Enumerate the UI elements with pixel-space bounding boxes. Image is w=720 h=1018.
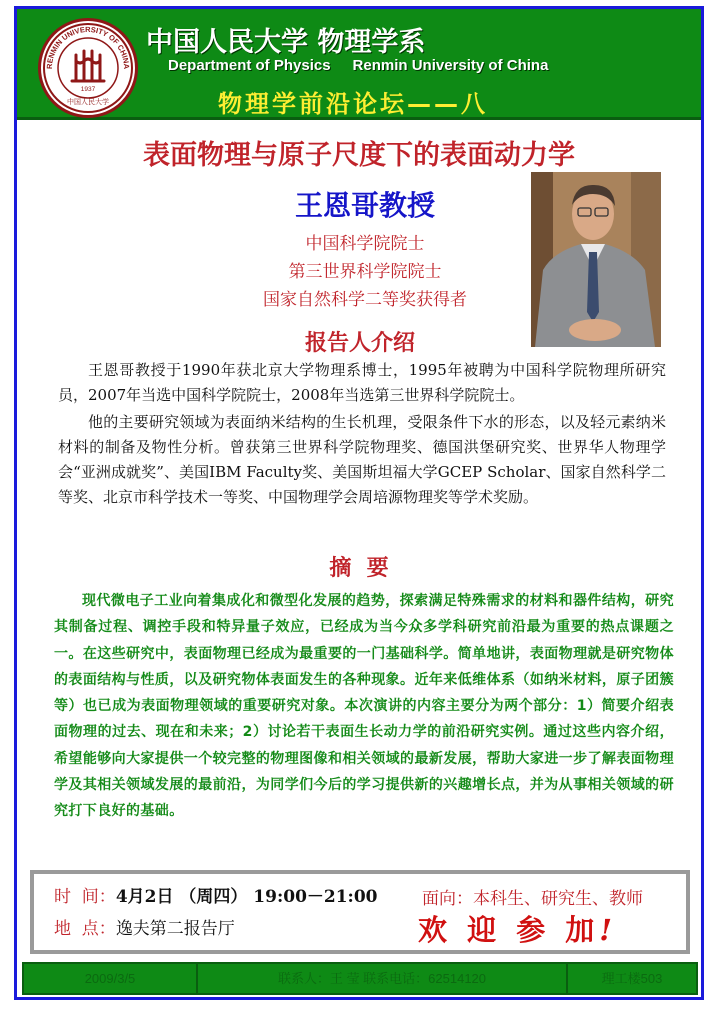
speaker-honor: 中国科学院院士 [305, 234, 425, 254]
welcome-mark: ! [599, 913, 618, 947]
event-info-box [30, 870, 690, 954]
place-value: 逸夫第二报告厅 [115, 919, 235, 939]
forum-series-title: 物理学前沿论坛——八 [218, 90, 488, 118]
bio-heading: 报告人介绍 [304, 330, 415, 356]
bio-paragraph: 王恩哥教授于1990年获北京大学物理系博士，1995年被聘为中国科学院物理所研究员，2007年当选中国科学院院士，2008年当选第三世界科学院院士。 [58, 361, 666, 404]
department-title-en [168, 57, 548, 74]
event-place [54, 914, 235, 939]
footer-room-code: 理工楼503 [601, 971, 663, 986]
speaker-photo [531, 172, 661, 347]
poster-footer [22, 962, 698, 995]
event-audience: 面向：本科生、研究生、教师 [422, 889, 643, 909]
abstract-text: 现代微电子工业向着集成化和微型化发展的趋势，探索满足特殊需求的材料和器件结构，研究其制备过程、调控手段和特异量子效应，已经成为当今众多学科研究前沿最为重要的热点课题之一。在这些研究中，表面物理已经成为最重要的一门基础科学。简单地讲，表面物理就是研究物体的表面结构与性质，以及研究物体表面发生的各种现象。近年来低维体系（如纳米材料，原子团簇等）也已成为表面物理领域的重要研究对象。本次演讲的内容主要分为两个部分：1）简要介绍表面物理的过去、现在和未来；2）讨论若干表面生长动力学的前沿研究实例。通过这些内容介绍，希望能够向大家提供一个较完整的物理图像和相关领域的最新发展，帮助大家进一步了解表面物理学及其相关领域发展的最前沿，为同学们今后的学习提供新的兴趣增长点，并为从事相关领域的研究打下良好的基础。 [54, 593, 674, 820]
logo-cn-name: 中国人民大学 [67, 98, 109, 106]
bio-paragraph: 他的主要研究领域为表面纳米结构的生长机理，受限条件下水的形态，以及轻元素纳米材料的制备及物性分析。曾获第三世界科学院物理奖、德国洪堡研究奖、世界华人物理学会“亚洲成就奖”、美国IBM Faculty奖、美国斯坦福大学GCEP Scholar、国家自然科学二等奖、北京市科学技术一等奖、中国物理学会周培源物理奖等学术奖励。 [58, 413, 666, 506]
time-value: 4月2日 （周四） 19:00－21:00 [115, 887, 378, 907]
welcome-message [418, 908, 617, 949]
univ-en: Renmin University of China [352, 57, 549, 74]
welcome-text: 欢 迎 参 加 [418, 913, 600, 947]
footer-date: 2009/3/5 [84, 971, 136, 986]
logo-ring-text: RENMIN UNIVERSITY OF CHINA [44, 24, 132, 70]
speaker-name: 王恩哥教授 [294, 189, 435, 222]
speaker-honor: 第三世界科学院院士 [288, 262, 442, 282]
event-time [54, 882, 378, 907]
place-label: 地 点： [54, 919, 116, 939]
dept-en: Department of Physics [168, 57, 331, 74]
logo-year: 1937 [80, 86, 96, 93]
department-title-cn: 中国人民大学 物理学系 [146, 27, 426, 58]
university-logo [38, 18, 138, 118]
speaker-honor: 国家自然科学二等奖获得者 [263, 290, 467, 310]
time-label: 时 间： [54, 887, 116, 907]
abstract-heading: 摘 要 [329, 555, 389, 581]
footer-contact: 联系人：王 莹 联系电话：62514120 [277, 971, 487, 986]
talk-title: 表面物理与原子尺度下的表面动力学 [143, 140, 575, 171]
